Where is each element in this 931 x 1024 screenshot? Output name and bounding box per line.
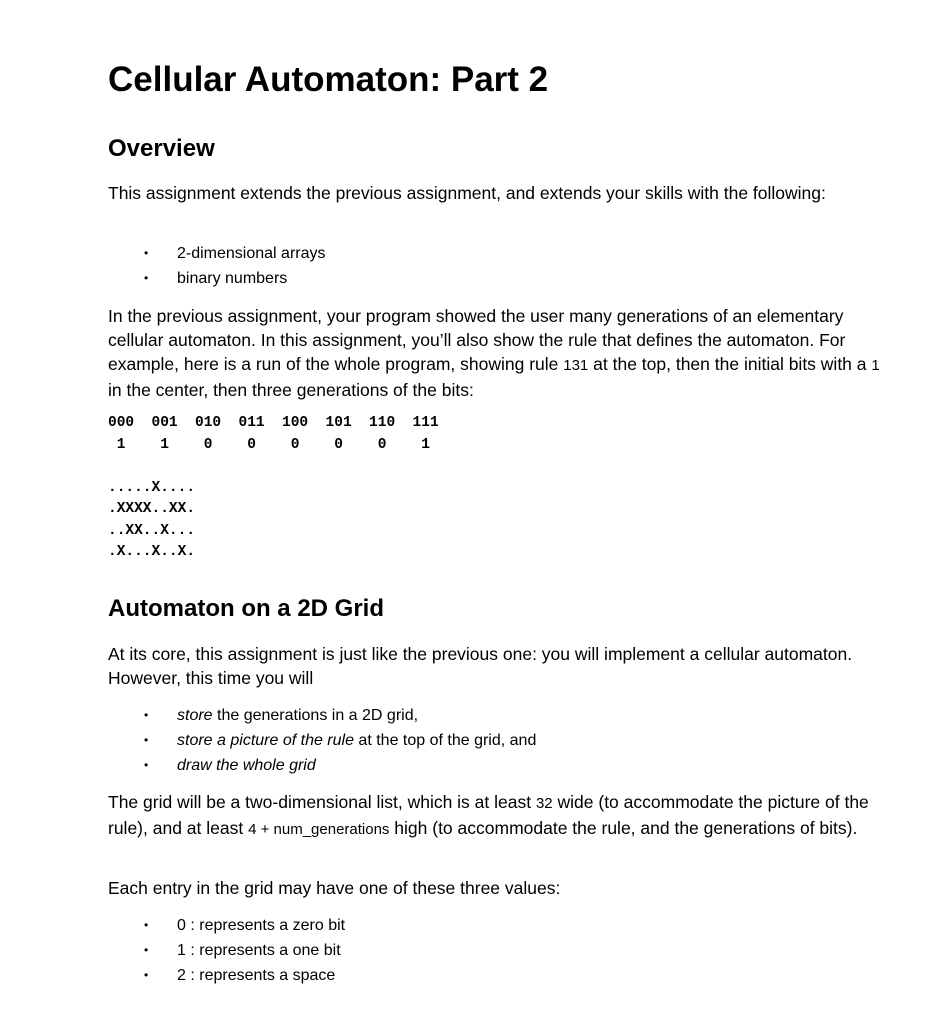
overview-intro: This assignment extends the previous assignment, and extends your skills with the following:	[108, 183, 826, 203]
bullet-icon: •	[144, 708, 149, 722]
example-output-code: 000 001 010 011 100 101 110 111 1 1 0 0 0 0 0 1 .....X.... .XXXX..XX. ..XX..X... .X...X..X.	[108, 415, 439, 560]
list-item: • draw the whole grid	[108, 753, 536, 778]
overview-bullet-list	[108, 241, 326, 291]
grid-values-list	[108, 913, 345, 988]
bullet-icon: •	[144, 246, 149, 260]
overview-heading: Overview	[108, 135, 215, 162]
grid-section-bullet-list	[108, 703, 536, 778]
bullet-icon: •	[144, 733, 149, 747]
bullet-icon: •	[144, 758, 149, 772]
list-item: • 2 : represents a space	[108, 963, 345, 988]
list-item: • 1 : represents a one bit	[108, 938, 345, 963]
list-item: • binary numbers	[108, 266, 326, 291]
list-item: • 0 : represents a zero bit	[108, 913, 345, 938]
grid-size-paragraph: The grid will be a two-dimensional list, which is at least 32 wide (to accommodate the picture of the rule), and at least 4 + num_generations high (to accommodate the rule, and the generations of bits).	[108, 792, 869, 838]
overview-paragraph: In the previous assignment, your program showed the user many generations of an elementary cellular automaton. In this assignment, you’ll also show the rule that defines the automaton. For example, here is a run of the whole program, showing rule 131 at the top, then the initial bits with a 1 in the center, then three generations of the bits:	[108, 306, 880, 400]
bullet-icon: •	[144, 918, 149, 932]
list-item: • store a picture of the rule at the top of the grid, and	[108, 728, 536, 753]
grid-values-intro: Each entry in the grid may have one of these three values:	[108, 878, 561, 898]
list-item: • store the generations in a 2D grid,	[108, 703, 536, 728]
grid-section-intro: At its core, this assignment is just like the previous one: you will implement a cellular automaton. However, this time you will	[108, 644, 853, 688]
page-title: Cellular Automaton: Part 2	[108, 60, 549, 99]
list-item: • 2-dimensional arrays	[108, 241, 326, 266]
bullet-icon: •	[144, 271, 149, 285]
bullet-icon: •	[144, 943, 149, 957]
bullet-icon: •	[144, 968, 149, 982]
grid-section-heading: Automaton on a 2D Grid	[108, 595, 384, 622]
